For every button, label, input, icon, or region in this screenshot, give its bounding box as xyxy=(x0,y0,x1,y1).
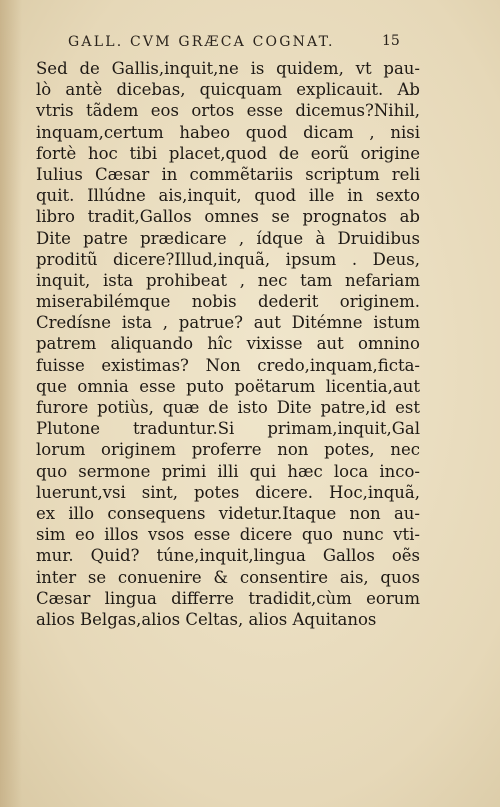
text-line: alios Belgas,alios Celtas, alios Aquitanos xyxy=(36,609,377,629)
text-line: vtris tãdem eos ortos esse dicemus?Nihil, xyxy=(36,101,420,121)
text-line: inquit, ista prohibeat , nec tam nefariam xyxy=(36,270,420,290)
text-line: quit. Illúdne ais,inquit, quod ille in sexto xyxy=(36,186,420,206)
text-line: luerunt,vsi sint, potes dicere. Hoc,inquã, xyxy=(36,482,420,502)
text-line: libro tradit,Gallos omnes se prognatos ab xyxy=(36,207,420,227)
text-line: inquam,certum habeo quod dicam , nisi xyxy=(36,122,420,142)
body-text xyxy=(36,58,420,630)
text-line: inter se conuenire & consentire ais, quos xyxy=(36,567,420,587)
text-line: Sed de Gallis,inquit,ne is quidem, vt pau- xyxy=(36,59,420,78)
text-line: Iulius Cæsar in commẽtariis scriptum reli xyxy=(36,164,420,184)
text-line: fortè hoc tibi placet,quod de eorũ origine xyxy=(36,143,420,163)
text-line: proditũ dicere?Illud,inquã, ipsum . Deus, xyxy=(36,249,420,269)
text-line: que omnia esse puto poëtarum licentia,aut xyxy=(36,376,420,396)
text-line: sim eo illos vsos esse dicere quo nunc vti- xyxy=(36,525,420,545)
running-head: GALL. CVM GRÆCA COGNAT. xyxy=(68,34,335,50)
page-number: 15 xyxy=(382,33,400,49)
text-line: patrem aliquando hîc vixisse aut omnino xyxy=(36,334,420,354)
text-line: Cæsar lingua differre tradidit,cùm eorum xyxy=(36,588,420,608)
text-line: mur. Quid? túne,inquit,lingua Gallos oẽs xyxy=(36,546,420,566)
page-header xyxy=(0,34,500,54)
text-line: Dite patre prædicare , ídque à Druidibus xyxy=(36,228,420,248)
text-line: miserabilémque nobis dederit originem. xyxy=(36,292,420,312)
text-line: Plutone traduntur.Si primam,inquit,Gal xyxy=(36,419,420,439)
text-line: quo sermone primi illi qui hæc loca inco- xyxy=(36,461,420,481)
text-line: fuisse existimas? Non credo,inquam,ficta- xyxy=(36,355,420,375)
page-gutter-shadow xyxy=(0,0,22,807)
text-line: furore potiùs, quæ de isto Dite patre,id est xyxy=(36,398,420,417)
text-line: lorum originem proferre non potes, nec xyxy=(36,440,420,460)
text-line: Credísne ista , patrue? aut Ditémne istum xyxy=(36,313,420,333)
text-line: ex illo consequens videtur.Itaque non au- xyxy=(36,503,420,523)
text-line: lò antè dicebas, quicquam explicauit. Ab xyxy=(36,80,420,100)
